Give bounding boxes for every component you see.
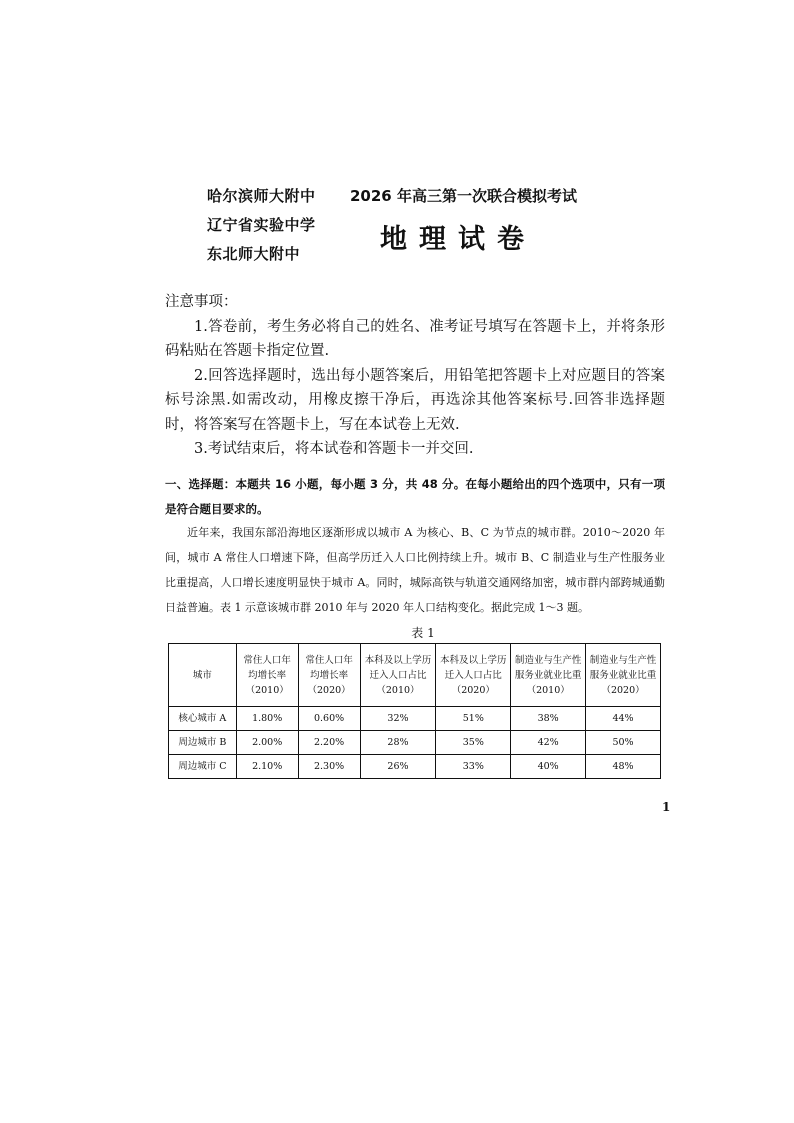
table-header-cell: 制造业与生产性服务业就业比重（2020） [586, 644, 661, 707]
table-row [169, 707, 661, 731]
question-passage: 近年来，我国东部沿海地区逐渐形成以城市 A 为核心、B、C 为节点的城市群。2010～2020 年间，城市 A 常住人口增速下降，但高学历迁入人口比例持续上升。城市 B、C 制造业与生产性服务业比重提高，人口增长速度明显快于城市 A。同时，城际高铁与轨道交通网络加密，城市群内部跨城通勤日益普遍。表 1 示意该城市群 2010 年与 2020 年人口结构变化。据此完成 1～3 题。 [165, 526, 665, 614]
page-number: 1 [662, 800, 671, 814]
table-cell: 35% [436, 731, 511, 755]
notice-title: 注意事项： [165, 294, 238, 310]
table-cell: 28% [360, 731, 436, 755]
table-cell: 42% [511, 731, 586, 755]
table-header-cell: 制造业与生产性服务业就业比重（2010） [511, 644, 586, 707]
table-cell: 2.00% [236, 731, 298, 755]
table-cell: 40% [511, 755, 586, 779]
table-caption: 表 1 [411, 626, 435, 640]
table-cell: 48% [586, 755, 661, 779]
notice-section [165, 290, 665, 462]
school-name: 辽宁省实验中学 [207, 216, 316, 234]
table-cell: 周边城市 C [169, 755, 237, 779]
table-cell: 51% [436, 707, 511, 731]
table-cell: 44% [586, 707, 661, 731]
table-header-cell: 常住人口年均增长率（2020） [298, 644, 360, 707]
exam-title: 2026 年高三第一次联合模拟考试 [350, 187, 577, 205]
table-cell: 1.80% [236, 707, 298, 731]
subject-title: 地理试卷 [380, 224, 536, 255]
table-cell: 0.60% [298, 707, 360, 731]
section-heading: 一、选择题：本题共 16 小题，每小题 3 分，共 48 分。在每小题给出的四个选项中，只有一项是符合题目要求的。 [165, 477, 665, 516]
table-header-cell: 本科及以上学历迁入人口占比（2010） [360, 644, 436, 707]
population-table [168, 643, 661, 779]
school-name: 哈尔滨师大附中 [207, 187, 316, 205]
table-cell: 周边城市 B [169, 731, 237, 755]
table-cell: 38% [511, 707, 586, 731]
table-header-cell: 本科及以上学历迁入人口占比（2020） [436, 644, 511, 707]
table-cell: 核心城市 A [169, 707, 237, 731]
table-cell: 26% [360, 755, 436, 779]
school-name: 东北师大附中 [207, 245, 301, 263]
table-header-row [169, 644, 661, 707]
table-cell: 2.20% [298, 731, 360, 755]
table-header-cell: 常住人口年均增长率（2010） [236, 644, 298, 707]
table-row [169, 755, 661, 779]
notice-item: 3.考试结束后，将本试卷和答题卡一并交回. [194, 441, 474, 457]
table-header-cell: 城市 [169, 644, 237, 707]
school-list [207, 182, 316, 269]
notice-item: 2.回答选择题时，选出每小题答案后，用铅笔把答题卡上对应题目的答案标号涂黑.如需改动，用橡皮擦干净后，再选涂其他答案标号.回答非选择题时，将答案写在答题卡上，写在本试卷上无效. [165, 367, 665, 433]
table-cell: 33% [436, 755, 511, 779]
table-cell: 32% [360, 707, 436, 731]
table-cell: 2.10% [236, 755, 298, 779]
table-cell: 50% [586, 731, 661, 755]
table-cell: 2.30% [298, 755, 360, 779]
notice-item: 1.答卷前，考生务必将自己的姓名、准考证号填写在答题卡上，并将条形码粘贴在答题卡指定位置. [165, 318, 665, 359]
table-row [169, 731, 661, 755]
